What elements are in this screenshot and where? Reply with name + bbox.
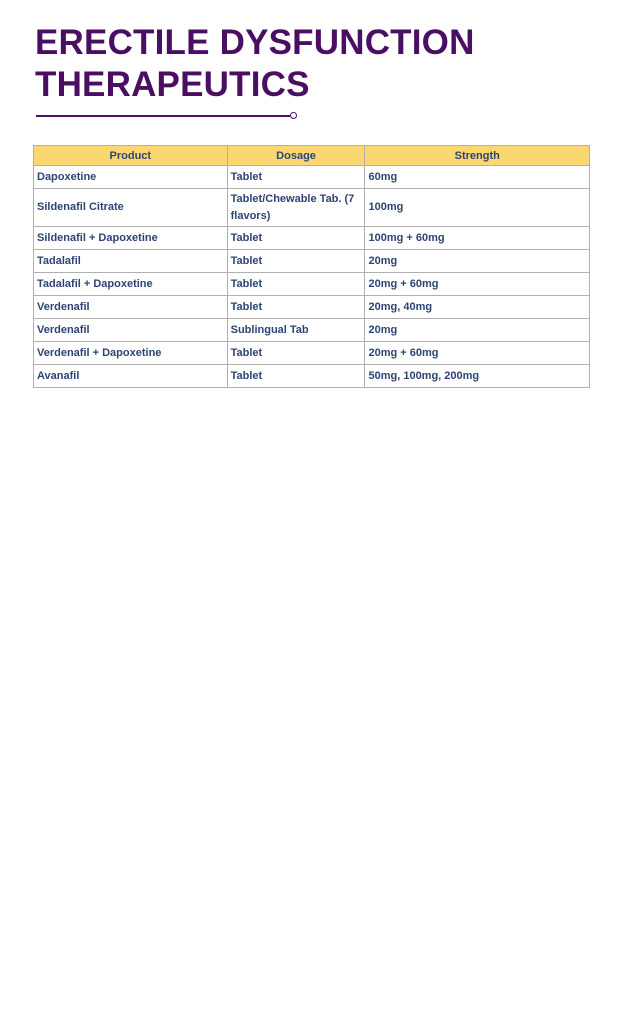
cell-dosage: Tablet: [227, 227, 365, 250]
header-dosage: Dosage: [227, 146, 365, 166]
table-header-row: [34, 146, 590, 166]
header-product: Product: [34, 146, 228, 166]
cell-product: Verdenafil + Dapoxetine: [34, 342, 228, 365]
title-underline-dot: [290, 112, 297, 119]
table-row: [34, 273, 590, 296]
cell-strength: 50mg, 100mg, 200mg: [365, 365, 590, 388]
cell-dosage: Tablet: [227, 342, 365, 365]
table-row: [34, 227, 590, 250]
cell-product: Dapoxetine: [34, 166, 228, 189]
products-table: [33, 145, 590, 388]
cell-product: Verdenafil: [34, 296, 228, 319]
cell-strength: 100mg: [365, 189, 590, 227]
cell-strength: 20mg: [365, 319, 590, 342]
cell-dosage: Tablet: [227, 273, 365, 296]
cell-dosage: Tablet: [227, 250, 365, 273]
table-row: [34, 342, 590, 365]
table-row: [34, 166, 590, 189]
cell-product: Verdenafil: [34, 319, 228, 342]
cell-strength: 20mg: [365, 250, 590, 273]
cell-product: Sildenafil Citrate: [34, 189, 228, 227]
cell-strength: 100mg + 60mg: [365, 227, 590, 250]
cell-dosage: Sublingual Tab: [227, 319, 365, 342]
table-row: [34, 189, 590, 227]
table-row: [34, 319, 590, 342]
cell-product: Tadalafil + Dapoxetine: [34, 273, 228, 296]
cell-strength: 60mg: [365, 166, 590, 189]
cell-strength: 20mg + 60mg: [365, 273, 590, 296]
cell-strength: 20mg, 40mg: [365, 296, 590, 319]
cell-product: Sildenafil + Dapoxetine: [34, 227, 228, 250]
table-row: [34, 250, 590, 273]
title-underline: [36, 115, 290, 117]
page-title-line-1: ERECTILE DYSFUNCTION: [35, 23, 475, 62]
header-strength: Strength: [365, 146, 590, 166]
cell-strength: 20mg + 60mg: [365, 342, 590, 365]
cell-dosage: Tablet: [227, 166, 365, 189]
cell-dosage: Tablet: [227, 296, 365, 319]
table-row: [34, 365, 590, 388]
page-title: [35, 22, 595, 106]
cell-dosage: Tablet: [227, 365, 365, 388]
cell-dosage: Tablet/Chewable Tab. (7 flavors): [227, 189, 365, 227]
cell-product: Tadalafil: [34, 250, 228, 273]
table-row: [34, 296, 590, 319]
cell-product: Avanafil: [34, 365, 228, 388]
page-title-line-2: THERAPEUTICS: [35, 65, 310, 104]
